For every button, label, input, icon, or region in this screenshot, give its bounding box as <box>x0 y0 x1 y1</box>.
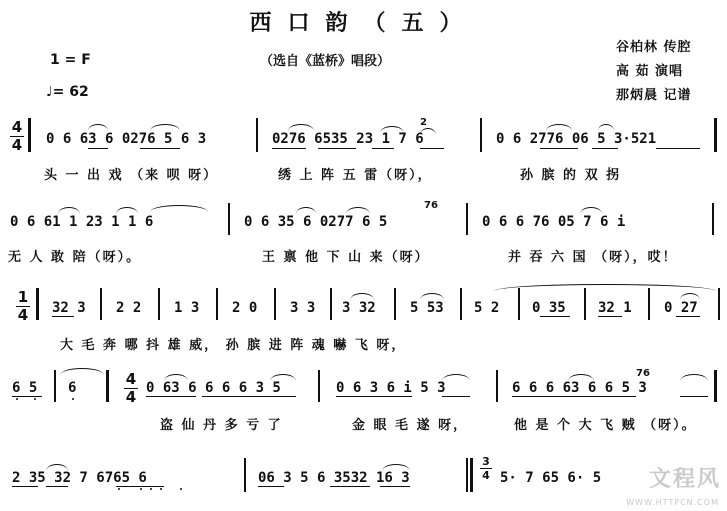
underline <box>330 486 370 487</box>
lyric-line: 大 毛 奔 哪 抖 雄 威， 孙 膑 进 阵 魂 嚇 飞 呀， <box>60 338 407 353</box>
bar-line <box>648 288 650 320</box>
underline <box>680 396 708 397</box>
slur <box>60 368 104 375</box>
bar-line <box>518 288 520 320</box>
measure: 3 3 <box>290 300 316 316</box>
slur <box>380 126 404 133</box>
slur <box>164 374 188 381</box>
slur <box>494 284 716 291</box>
bar-line <box>274 288 276 320</box>
underline <box>676 316 700 317</box>
measure: 0 27 <box>664 300 698 316</box>
measure: 0 63 6 6 6 6 3 5 <box>146 380 281 396</box>
low-octave-dot <box>34 398 36 400</box>
slur <box>116 207 138 214</box>
slur <box>150 124 180 131</box>
bar-line <box>496 370 498 402</box>
slur <box>680 293 700 300</box>
time-signature: 1 4 <box>17 288 29 324</box>
measure: 6 <box>68 380 77 396</box>
measure: 5· 7 65 6· 5 <box>500 470 602 486</box>
underline <box>592 148 618 149</box>
slur <box>442 374 470 381</box>
measure: 0 6 61 1 23 1 1 6 <box>10 214 154 230</box>
measure: 2 35 32 7 6765 6 <box>12 470 147 486</box>
key-signature: 1 = F <box>50 52 91 68</box>
measure: 0 35 <box>532 300 566 316</box>
lyric-line: 头 一 出 戏 （来 呗 呀） <box>44 168 219 183</box>
underline <box>318 148 356 149</box>
low-octave-dot <box>160 488 162 490</box>
slur <box>680 374 708 381</box>
quarter-note-icon: ♩ <box>46 84 53 100</box>
underline <box>140 148 180 149</box>
measure: 0 6 3 6 i 5 3 <box>336 380 446 396</box>
underline <box>46 486 68 487</box>
bar-line <box>54 370 56 402</box>
bar-line <box>714 370 717 402</box>
credit-transcriber: 那炳晨 记谱 <box>616 88 692 103</box>
bar-line <box>216 288 218 320</box>
slur <box>420 128 436 135</box>
slur <box>58 207 80 214</box>
measure: 6 6 6 63 6 6 5 3 <box>512 380 647 396</box>
slur <box>546 124 572 131</box>
slur <box>420 293 444 300</box>
underline <box>420 148 444 149</box>
measure: 0276 6535 23 1 7 6 <box>272 131 424 147</box>
bar-line <box>330 288 332 320</box>
watermark-logo: 文程风 <box>648 467 721 492</box>
measure: 5 53 <box>410 300 444 316</box>
bar-line <box>712 203 714 235</box>
lyric-line: 金 眼 毛 遂 呀， <box>352 418 469 433</box>
bar-line <box>36 288 39 320</box>
slur <box>270 374 296 381</box>
measure: 32 3 <box>52 300 86 316</box>
slur <box>580 207 602 214</box>
time-signature: 3 4 <box>480 456 492 481</box>
credit-composer: 谷柏林 传腔 <box>616 40 692 55</box>
credit-singer: 高 茹 演唱 <box>616 64 684 79</box>
measure: 2 2 <box>116 300 142 316</box>
grace-note: 2 <box>420 117 427 128</box>
measure: 5 2 <box>474 300 500 316</box>
lyric-line: 盗 仙 丹 多 亏 了 <box>160 418 283 433</box>
underline <box>116 486 164 487</box>
low-octave-dot <box>72 398 74 400</box>
low-octave-dot <box>140 488 142 490</box>
slur <box>346 207 370 214</box>
measure: 32 1 <box>598 300 632 316</box>
grace-note: 76 <box>424 200 438 211</box>
bar-line <box>714 118 717 152</box>
underline <box>88 148 108 149</box>
measure: 0 6 35 6 0277 6 5 <box>244 214 388 230</box>
slur <box>568 374 594 381</box>
measure: 2 0 <box>232 300 258 316</box>
time-signature: 4 4 <box>125 370 137 406</box>
underline <box>52 316 74 317</box>
underline <box>146 396 196 397</box>
slur <box>296 207 316 214</box>
slur <box>150 205 208 212</box>
bar-line <box>584 288 586 320</box>
measure: 6 5 <box>12 380 38 396</box>
bar-line <box>394 288 396 320</box>
bar-line <box>256 118 258 152</box>
slur <box>46 464 68 471</box>
bar-line <box>460 288 462 320</box>
bar-line <box>318 370 320 402</box>
bar-line <box>244 458 246 492</box>
underline <box>598 316 622 317</box>
underline <box>272 148 306 149</box>
underline <box>540 148 578 149</box>
measure: 3 32 <box>342 300 376 316</box>
low-octave-dot <box>150 488 152 490</box>
underline <box>540 316 570 317</box>
lyric-line: 他 是 个 大 飞 贼 （呀）。 <box>514 418 697 433</box>
lyric-line: 王 禀 他 下 山 来（呀） <box>262 250 430 265</box>
measure: 1 3 <box>174 300 200 316</box>
slur <box>288 124 314 131</box>
bar-line <box>718 288 720 320</box>
underline <box>512 396 636 397</box>
slur <box>88 124 108 131</box>
bar-line <box>470 458 473 492</box>
bar-line <box>228 203 230 235</box>
measure: 0 6 63 6 0276 5 6 3 <box>46 131 207 147</box>
bar-line <box>158 288 160 320</box>
underline <box>656 148 700 149</box>
time-signature: 4 4 <box>11 118 23 154</box>
slur <box>350 293 374 300</box>
lyric-line: 无 人 敢 陪（呀）。 <box>8 250 142 265</box>
underline <box>336 396 412 397</box>
measure: 0 6 2776 06 5 3·521 <box>496 131 657 147</box>
subtitle: （选自《蓝桥》唱段） <box>260 54 391 69</box>
bar-line <box>480 118 482 152</box>
bar-line <box>466 203 468 235</box>
page-title: 西口韵（五） <box>249 10 478 36</box>
measure: 06 3 5 6 3532 16 3 <box>258 470 410 486</box>
underline <box>202 396 296 397</box>
grace-note: 76 <box>636 368 650 379</box>
lyric-line: 并 吞 六 国 （呀），哎！ <box>508 250 678 265</box>
underline <box>258 486 284 487</box>
bar-line <box>466 458 468 492</box>
lyric-line: 绣 上 阵 五 雷（呀）， <box>278 168 433 183</box>
measure: 0 6 6 76 05 7 6 i <box>482 214 626 230</box>
underline <box>12 486 38 487</box>
low-octave-dot <box>16 398 18 400</box>
underline <box>442 396 470 397</box>
slur <box>598 124 614 131</box>
tempo-marking: ♩= 62 <box>46 84 89 100</box>
bar-line <box>106 370 109 402</box>
bar-line <box>28 118 31 152</box>
low-octave-dot <box>118 488 120 490</box>
low-octave-dot <box>180 488 182 490</box>
underline <box>380 486 410 487</box>
underline <box>372 148 394 149</box>
bar-line <box>100 288 102 320</box>
watermark-url: WWW.HTTPCN.COM <box>626 498 719 507</box>
slur <box>382 464 410 471</box>
underline <box>12 396 42 397</box>
lyric-line: 孙 膑 的 双 拐 <box>520 168 622 183</box>
